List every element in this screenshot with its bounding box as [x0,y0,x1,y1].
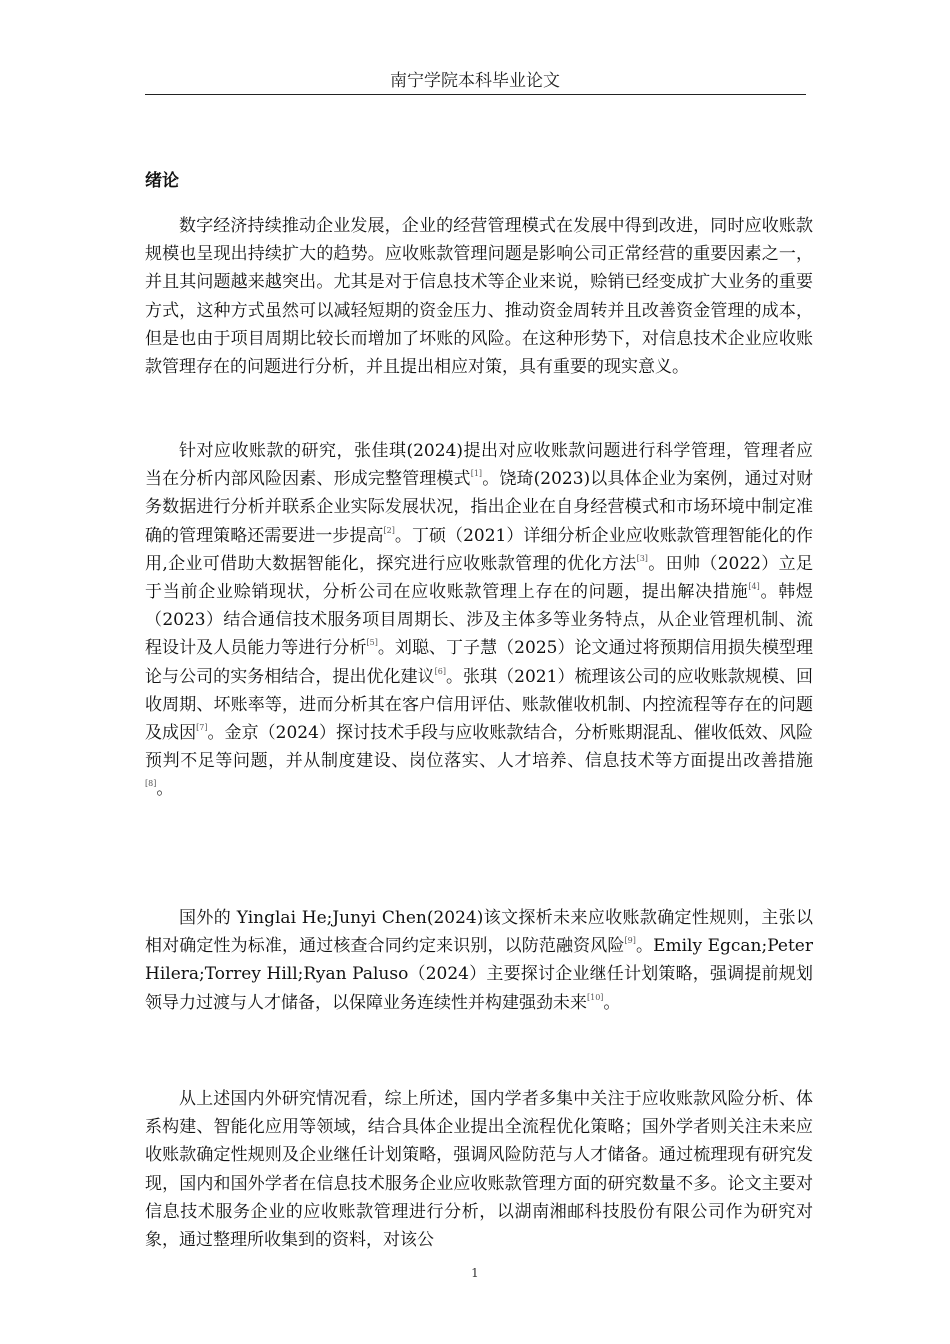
paragraph-summary [145,1085,813,1254]
paragraph-text: 。张琪（2021）梳理该公司的应收账款规模、回收周期、坏账率等，进而分析其在客户信用评估、账款催收机制、内控流程等存在的问题及成因 [145,666,813,744]
citation-marker: [6] [434,666,446,676]
citation-marker: [2] [383,525,395,535]
paragraph-text: 。田帅（2022）立足于当前企业赊销现状，分析公司在应收账款管理上存在的问题，提出解决措施 [145,553,814,603]
paragraph-text: 。Emily Egcan;Peter Hilera;Torrey Hill;Ryan Paluso（2024）主要探讨企业继任计划策略，强调提前规划领导力过渡与人才储备，以保障业务连续性并构建强劲未来 [145,936,813,1013]
paragraph-intro [145,212,813,381]
paragraph-text: 从上述国内外研究情况看，综上所述，国内学者多集中关注于应收账款风险分析、体系构建、智能化应用等领域，结合具体企业提出全流程优化策略；国外学者则关注未来应收账款确定性规则及企业继任计划策略，强调风险防范与人才储备。通过梳理现有研究发现，国内和国外学者在信息技术服务企业应收账款管理方面的研究数量不多。论文主要对信息技术服务企业的应收账款管理进行分析，以湖南湘邮科技股份有限公司作为研究对象，通过整理所收集到的资料，对该公 [145,1089,813,1251]
citation-marker: [4] [748,582,760,592]
citation-marker: [7] [196,723,208,733]
citation-marker: [5] [366,638,378,648]
paragraph-text: 数字经济持续推动企业发展，企业的经营管理模式在发展中得到改进，同时应收账款规模也呈现出持续扩大的趋势。应收账款管理问题是影响公司正常经营的重要因素之一，并且其问题越来越突出。尤其是对于信息技术等企业来说，赊销已经变成扩大业务的重要方式，这种方式虽然可以减轻短期的资金压力、推动资金周转并且改善资金管理的成本，但是也由于项目周期比较长而增加了坏账的风险。在这种形势下，对信息技术企业应收账款管理存在的问题进行分析，并且提出相应对策，具有重要的现实意义。 [145,216,813,378]
citation-marker: [8] [145,779,157,789]
paragraph-text: 。刘聪、丁子慧（2025）论文通过将预期信用损失模型理论与公司的实务相结合，提出优化建议 [145,638,814,687]
paragraph-text: 。 [156,779,174,800]
paragraph-domestic-research [145,437,813,804]
citation-marker: [1] [470,469,483,479]
paragraph-text: 国外的 Yinglai He;Junyi Chen(2024)该文探析未来应收账款确定性规则，主张以相对确定性为标准，通过核查合同约定来识别，以防范融资风险 [145,908,813,957]
paragraph-text: 。金京（2024）探讨技术手段与应收账款结合，分析账期混乱、催收低效、风险预判不足等问题，并从制度建设、岗位落实、人才培养、信息技术等方面提出改善措施 [145,723,814,772]
citation-marker: [10] [587,992,604,1002]
running-header: 南宁学院本科毕业论文 [390,71,560,91]
paragraph-text: 。丁硕（2021）详细分析企业应收账款管理智能化的作用,企业可借助大数据智能化，探究进行应收账款管理的优化方法 [145,525,814,574]
citation-marker: [9] [624,936,636,946]
section-heading: 绪论 [145,171,179,191]
paragraph-text: 针对应收账款的研究，张佳琪(2024)提出对应收账款问题进行科学管理，管理者应当在分析内部风险因素、形成完整管理模式 [145,441,813,490]
paragraph-text: 。韩煜（2023）结合通信技术服务项目周期长、涉及主体多等业务特点，从企业管理机制、流程设计及人员能力等进行分析 [145,582,814,659]
citation-marker: [3] [636,553,648,563]
paragraph-text: 。 [603,992,621,1013]
page-number: 1 [471,1266,479,1280]
header-rule [145,94,806,95]
paragraph-foreign-research [145,904,813,1017]
paragraph-text: 。饶琦(2023)以具体企业为案例，通过对财务数据进行分析并联系企业实际发展状况，指出企业在自身经营模式和市场环境中制定准确的管理策略还需要进一步提高 [145,469,814,546]
